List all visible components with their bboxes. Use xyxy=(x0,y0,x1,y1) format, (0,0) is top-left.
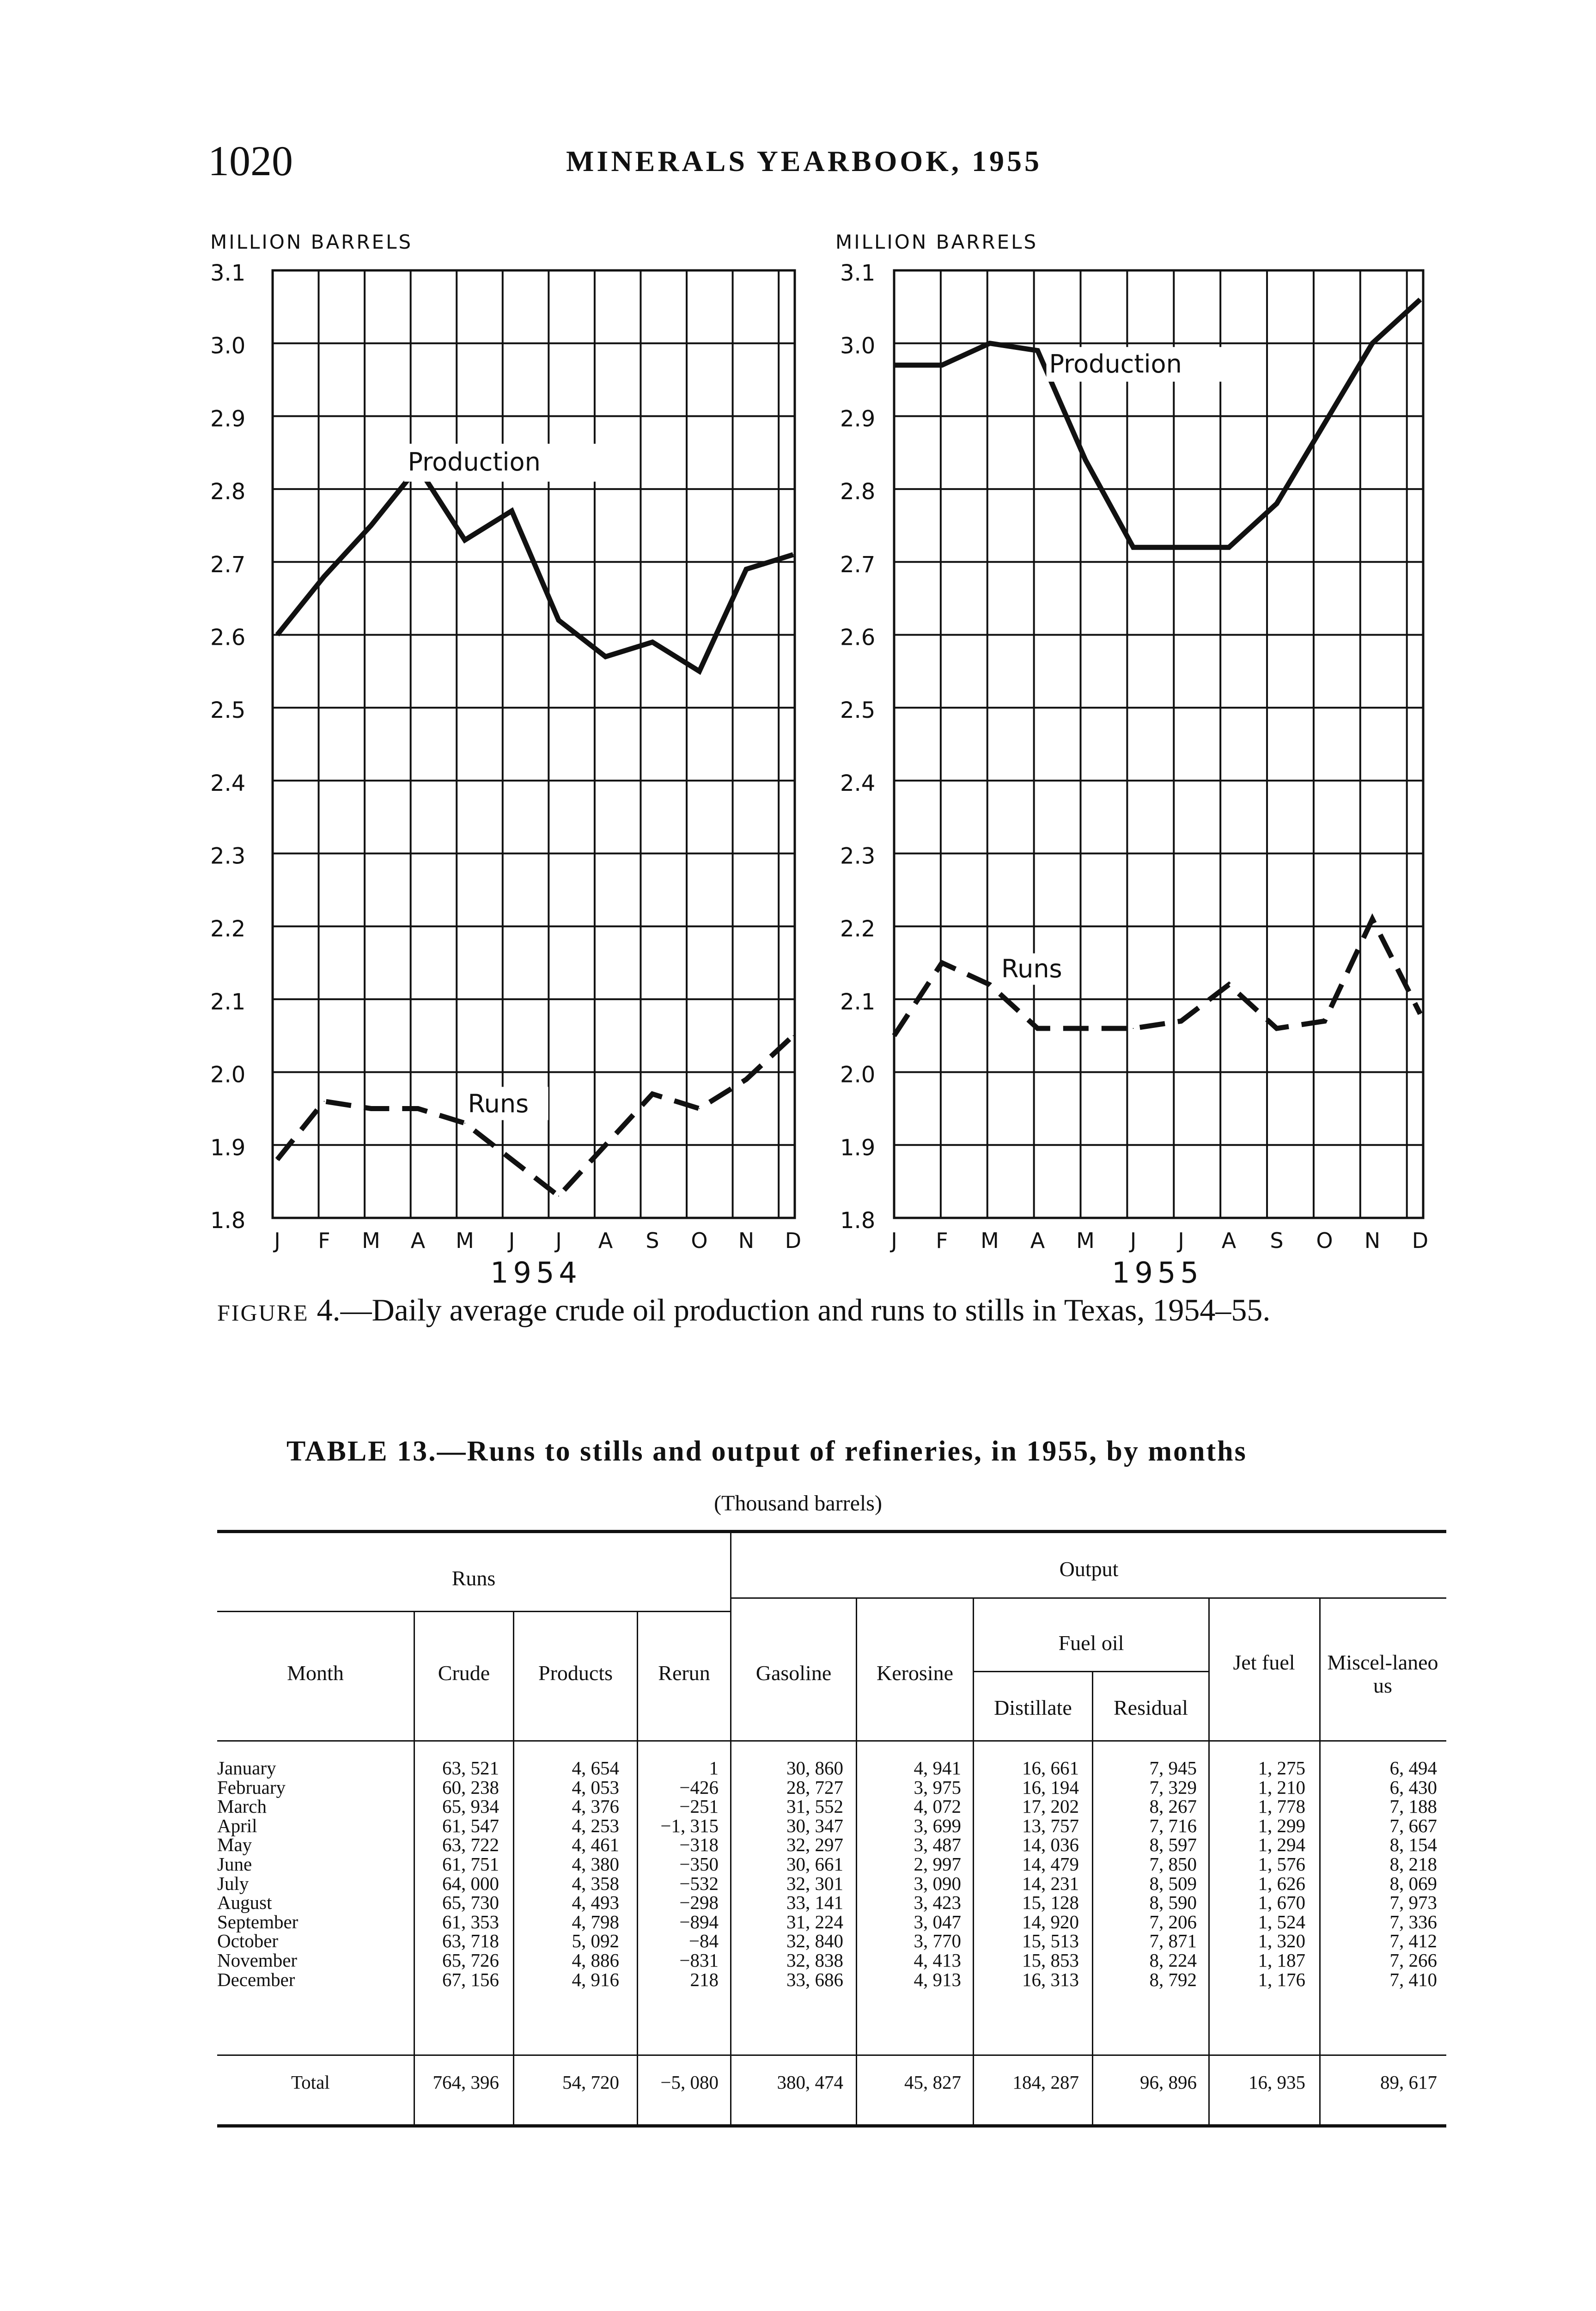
table-cell: 1, 626 xyxy=(1258,1872,1305,1894)
table-cell: 4, 358 xyxy=(572,1872,619,1894)
total-cell: 380, 474 xyxy=(777,2072,843,2093)
y-tick-label: 2.9 xyxy=(210,406,246,432)
y-tick-label: 2.6 xyxy=(210,624,246,651)
table-cell: 15, 128 xyxy=(1022,1892,1079,1914)
table-cell: 5, 092 xyxy=(572,1930,619,1952)
month-tick-label: D xyxy=(1412,1228,1429,1253)
month-tick-label: A xyxy=(410,1228,426,1253)
table-cell: 8, 154 xyxy=(1389,1834,1437,1856)
table-cell: −532 xyxy=(679,1872,719,1894)
table-cell: 61, 547 xyxy=(442,1815,499,1836)
table-cell: 1, 294 xyxy=(1258,1834,1305,1856)
table-cell: 32, 838 xyxy=(786,1950,843,1971)
month-tick-label: D xyxy=(785,1228,802,1253)
y-tick-label: 2.5 xyxy=(840,697,876,724)
month-tick-label: M xyxy=(362,1228,380,1253)
data-point xyxy=(1372,343,1373,344)
table-cell: 14, 231 xyxy=(1022,1872,1079,1894)
table-cell: 3, 487 xyxy=(914,1834,961,1856)
table-cell: 2, 997 xyxy=(914,1853,961,1875)
month-tick-label: J xyxy=(1130,1228,1137,1253)
col-header-miscellaneous: Miscel-laneous xyxy=(1327,1651,1438,1697)
table-cell: 8, 509 xyxy=(1149,1872,1197,1894)
table-cell: 14, 920 xyxy=(1022,1911,1079,1932)
data-point xyxy=(371,1108,372,1109)
table-cell: 4, 072 xyxy=(914,1796,961,1817)
table-cell: 4, 380 xyxy=(572,1853,619,1875)
col-header-jet-fuel: Jet fuel xyxy=(1233,1651,1295,1674)
table-cell: −350 xyxy=(679,1853,719,1875)
table-cell: 63, 722 xyxy=(442,1834,499,1856)
table-cell: 7, 945 xyxy=(1149,1757,1197,1779)
y-axis-unit-label: MILLION BARRELS xyxy=(210,231,413,253)
data-point xyxy=(1276,1028,1277,1029)
data-point xyxy=(746,569,747,570)
data-point xyxy=(1276,503,1277,504)
figure-caption-text: 4.—Daily average crude oil production and runs to stills in Texas, 1954–55. xyxy=(317,1292,1271,1327)
refinery-table xyxy=(217,1530,1446,2131)
data-point xyxy=(1133,1028,1134,1029)
table-cell: 14, 479 xyxy=(1022,1853,1079,1875)
table-cell: 4, 413 xyxy=(914,1950,961,1971)
col-header-products: Products xyxy=(538,1661,613,1685)
table-cell: 7, 871 xyxy=(1149,1930,1197,1952)
month-tick-label: J xyxy=(555,1228,562,1253)
table-cell: 15, 853 xyxy=(1022,1950,1079,1971)
month-cell: May xyxy=(217,1834,252,1856)
data-point xyxy=(558,620,559,621)
table-cell: 3, 047 xyxy=(914,1911,961,1932)
table-cell: 1, 524 xyxy=(1258,1911,1305,1932)
table-cell: −426 xyxy=(679,1776,719,1798)
table-cell: 1 xyxy=(709,1757,719,1779)
runs-group-rule xyxy=(217,1611,730,1612)
table-cell: 60, 238 xyxy=(442,1776,499,1798)
table-cell: 6, 494 xyxy=(1389,1757,1437,1779)
table-cell: 7, 973 xyxy=(1389,1892,1437,1914)
month-tick-label: N xyxy=(738,1228,755,1253)
table-cell: 15, 513 xyxy=(1022,1930,1079,1952)
total-cell: 54, 720 xyxy=(562,2072,619,2093)
year-label: 1954 xyxy=(490,1256,582,1290)
table-cell: 7, 206 xyxy=(1149,1911,1197,1932)
y-tick-label: 2.4 xyxy=(210,770,246,796)
table-cell: 4, 654 xyxy=(572,1757,619,1779)
table-cell: 16, 194 xyxy=(1022,1776,1079,1798)
data-point xyxy=(558,1196,559,1197)
col-header-gasoline: Gasoline xyxy=(755,1661,832,1685)
table-bottom-rule xyxy=(217,2124,1446,2128)
y-axis-unit-label: MILLION BARRELS xyxy=(835,231,1038,253)
group-fuel-oil-header: Fuel oil xyxy=(1058,1631,1124,1655)
data-point xyxy=(1085,1028,1086,1029)
data-point xyxy=(324,576,325,577)
table-cell: 4, 053 xyxy=(572,1776,619,1798)
table-cell: 7, 410 xyxy=(1389,1969,1437,1990)
table-cell: −84 xyxy=(688,1930,719,1952)
month-tick-label: M xyxy=(1076,1228,1095,1253)
month-tick-label: J xyxy=(1178,1228,1184,1253)
data-point xyxy=(464,1123,465,1124)
table-cell: 1, 320 xyxy=(1258,1930,1305,1952)
running-title: MINERALS YEARBOOK, 1955 xyxy=(566,145,1042,177)
output-group-rule xyxy=(730,1597,1446,1599)
table-cell: −251 xyxy=(679,1796,719,1817)
table-cell: 7, 266 xyxy=(1389,1950,1437,1971)
data-point xyxy=(1229,984,1230,985)
data-point xyxy=(1372,918,1373,919)
figure-caption xyxy=(217,1292,1465,1328)
month-cell: December xyxy=(217,1969,295,1990)
table-cell: 32, 301 xyxy=(786,1872,843,1894)
data-point xyxy=(699,671,700,672)
table-cell: 3, 699 xyxy=(914,1815,961,1836)
data-point xyxy=(277,1159,278,1160)
table-cell: 63, 718 xyxy=(442,1930,499,1952)
table-cell: 3, 423 xyxy=(914,1892,961,1914)
table-cell: 7, 412 xyxy=(1389,1930,1437,1952)
table-title: TABLE 13.—Runs to stills and output of refineries, in 1955, by months xyxy=(286,1436,1247,1467)
total-cell: 45, 827 xyxy=(904,2072,961,2093)
table-cell: 4, 916 xyxy=(572,1969,619,1990)
y-tick-label: 2.8 xyxy=(840,479,876,505)
table-cell: 7, 667 xyxy=(1389,1815,1437,1836)
data-point xyxy=(1324,423,1325,424)
table-cell: 4, 886 xyxy=(572,1950,619,1971)
data-point xyxy=(942,962,943,963)
table-cell: 7, 188 xyxy=(1389,1796,1437,1817)
table-cell: 28, 727 xyxy=(786,1776,843,1798)
data-point xyxy=(894,365,895,366)
y-tick-label: 3.1 xyxy=(210,260,246,286)
data-point xyxy=(605,1144,606,1145)
table-cell: −318 xyxy=(679,1834,719,1856)
y-tick-label: 3.0 xyxy=(210,333,246,359)
y-tick-label: 1.8 xyxy=(840,1208,876,1234)
table-cell: −831 xyxy=(679,1950,719,1971)
month-tick-label: N xyxy=(1364,1228,1381,1253)
col-header-kerosine: Kerosine xyxy=(876,1661,954,1685)
y-tick-label: 2.3 xyxy=(210,843,246,869)
y-tick-label: 2.6 xyxy=(840,624,876,651)
data-point xyxy=(605,656,606,657)
table-cell: 8, 267 xyxy=(1149,1796,1197,1817)
table-cell: 32, 297 xyxy=(786,1834,843,1856)
data-point xyxy=(1420,1013,1421,1014)
y-tick-label: 3.1 xyxy=(840,260,876,286)
table-cell: 30, 860 xyxy=(786,1757,843,1779)
col-header-month: Month xyxy=(287,1661,344,1685)
data-point xyxy=(942,365,943,366)
table-cell: 1, 670 xyxy=(1258,1892,1305,1914)
table-cell: −894 xyxy=(679,1911,719,1932)
total-cell: 16, 935 xyxy=(1249,2072,1305,2093)
month-cell: August xyxy=(217,1892,272,1914)
data-point xyxy=(989,343,990,344)
y-tick-label: 2.8 xyxy=(210,479,246,505)
month-cell: April xyxy=(217,1815,257,1836)
table-cell: 61, 353 xyxy=(442,1911,499,1932)
table-cell: 65, 934 xyxy=(442,1796,499,1817)
y-tick-label: 1.9 xyxy=(840,1135,876,1161)
col-header-residual: Residual xyxy=(1114,1696,1188,1719)
table-cell: 1, 778 xyxy=(1258,1796,1305,1817)
table-cell: 61, 751 xyxy=(442,1853,499,1875)
table-cell: 4, 798 xyxy=(572,1911,619,1932)
month-cell: January xyxy=(217,1757,276,1779)
data-point xyxy=(1420,299,1421,300)
table-cell: 1, 210 xyxy=(1258,1776,1305,1798)
col-header-rerun: Rerun xyxy=(658,1661,710,1685)
y-tick-label: 2.2 xyxy=(210,916,246,942)
total-rule xyxy=(217,2054,1446,2056)
table-cell: 16, 661 xyxy=(1022,1757,1079,1779)
month-tick-label: S xyxy=(1270,1228,1284,1253)
data-point xyxy=(793,554,794,555)
month-cell: July xyxy=(217,1872,249,1894)
table-cell: 63, 521 xyxy=(442,1757,499,1779)
total-label: Total xyxy=(291,2072,330,2093)
y-tick-label: 2.7 xyxy=(840,551,876,578)
data-point xyxy=(699,1108,700,1109)
table-cell: 3, 770 xyxy=(914,1930,961,1952)
month-cell: June xyxy=(217,1853,252,1875)
data-point xyxy=(989,984,990,985)
month-tick-label: A xyxy=(598,1228,613,1253)
table-cell: 4, 493 xyxy=(572,1892,619,1914)
production-series-line xyxy=(894,300,1420,547)
table-cell: −1, 315 xyxy=(660,1815,719,1836)
table-cell: 8, 224 xyxy=(1149,1950,1197,1971)
month-tick-label: F xyxy=(318,1228,330,1253)
month-cell: November xyxy=(217,1950,298,1971)
series-label-runs: Runs xyxy=(468,1089,529,1119)
table-cell: 7, 850 xyxy=(1149,1853,1197,1875)
table-cell: 3, 975 xyxy=(914,1776,961,1798)
y-tick-label: 2.1 xyxy=(840,989,876,1015)
series-label-runs: Runs xyxy=(1001,954,1062,984)
y-tick-label: 2.4 xyxy=(840,770,876,796)
table-cell: 8, 792 xyxy=(1149,1969,1197,1990)
year-label: 1955 xyxy=(1112,1256,1203,1290)
group-runs-header: Runs xyxy=(451,1566,496,1590)
table-cell: 32, 840 xyxy=(786,1930,843,1952)
total-cell: 96, 896 xyxy=(1140,2072,1197,2093)
group-output-header: Output xyxy=(1059,1557,1119,1581)
month-tick-label: F xyxy=(936,1228,948,1253)
table-cell: 8, 218 xyxy=(1389,1853,1437,1875)
production-series-line xyxy=(277,467,793,672)
table-cell: 33, 141 xyxy=(786,1892,843,1914)
month-tick-label: A xyxy=(1221,1228,1237,1253)
table-cell: 65, 730 xyxy=(442,1892,499,1914)
table-cell: 1, 299 xyxy=(1258,1815,1305,1836)
table-cell: 3, 090 xyxy=(914,1872,961,1894)
table-cell: 31, 552 xyxy=(786,1796,843,1817)
y-tick-label: 2.0 xyxy=(210,1062,246,1088)
table-cell: 8, 597 xyxy=(1149,1834,1197,1856)
month-cell: October xyxy=(217,1930,279,1952)
table-cell: 4, 461 xyxy=(572,1834,619,1856)
table-cell: 8, 590 xyxy=(1149,1892,1197,1914)
series-label-production: Production xyxy=(408,447,541,477)
data-point xyxy=(418,1108,419,1109)
month-tick-label: O xyxy=(1316,1228,1333,1253)
table-cell: 4, 913 xyxy=(914,1969,961,1990)
table-cell: 31, 224 xyxy=(786,1911,843,1932)
table-cell: 13, 757 xyxy=(1022,1815,1079,1836)
month-cell: September xyxy=(217,1911,298,1932)
table-top-rule xyxy=(217,1530,1446,1533)
data-point xyxy=(324,1101,325,1102)
table-cell: 17, 202 xyxy=(1022,1796,1079,1817)
y-tick-label: 2.1 xyxy=(210,989,246,1015)
table-cell: 1, 187 xyxy=(1258,1950,1305,1971)
runs-series-line xyxy=(894,919,1420,1035)
table-subtitle: (Thousand barrels) xyxy=(714,1491,882,1516)
total-cell: 89, 617 xyxy=(1380,2072,1437,2093)
header-bottom-rule xyxy=(217,1740,1446,1742)
table-cell: 67, 156 xyxy=(442,1969,499,1990)
table-cell: 30, 347 xyxy=(786,1815,843,1836)
month-cell: February xyxy=(217,1776,286,1798)
total-cell: −5, 080 xyxy=(660,2072,719,2093)
month-tick-label: A xyxy=(1030,1228,1045,1253)
plot-frame xyxy=(894,270,1423,1218)
y-tick-label: 2.5 xyxy=(210,697,246,724)
y-tick-label: 1.8 xyxy=(210,1208,246,1234)
month-tick-label: J xyxy=(508,1228,515,1253)
table-cell: 4, 253 xyxy=(572,1815,619,1836)
data-point xyxy=(1181,547,1182,548)
data-point xyxy=(1229,547,1230,548)
fuel-oil-rule xyxy=(973,1671,1208,1672)
y-tick-label: 1.9 xyxy=(210,1135,246,1161)
table-cell: 7, 336 xyxy=(1389,1911,1437,1932)
table-cell: 16, 313 xyxy=(1022,1969,1079,1990)
data-point xyxy=(1085,459,1086,460)
page-number: 1020 xyxy=(208,137,293,184)
y-tick-label: 2.9 xyxy=(840,406,876,432)
data-point xyxy=(793,1035,794,1036)
table-cell: 4, 376 xyxy=(572,1796,619,1817)
col-header-distillate: Distillate xyxy=(994,1696,1072,1719)
y-tick-label: 2.0 xyxy=(840,1062,876,1088)
data-point xyxy=(1037,1028,1038,1029)
data-point xyxy=(894,1035,895,1036)
table-cell: 1, 176 xyxy=(1258,1969,1305,1990)
month-cell: March xyxy=(217,1796,267,1817)
total-cell: 764, 396 xyxy=(433,2072,499,2093)
month-tick-label: O xyxy=(691,1228,708,1253)
col-header-crude: Crude xyxy=(438,1661,490,1685)
table-cell: 8, 069 xyxy=(1389,1872,1437,1894)
data-point xyxy=(277,634,278,635)
plot-frame xyxy=(273,270,795,1218)
y-tick-label: 2.3 xyxy=(840,843,876,869)
table-cell: 33, 686 xyxy=(786,1969,843,1990)
month-tick-label: M xyxy=(981,1228,999,1253)
data-point xyxy=(1133,547,1134,548)
total-cell: 184, 287 xyxy=(1012,2072,1079,2093)
table-cell: 14, 036 xyxy=(1022,1834,1079,1856)
table-cell: −298 xyxy=(679,1892,719,1914)
month-tick-label: S xyxy=(646,1228,659,1253)
table-cell: 1, 275 xyxy=(1258,1757,1305,1779)
data-point xyxy=(746,1079,747,1080)
table-cell: 64, 000 xyxy=(442,1872,499,1894)
series-label-production: Production xyxy=(1049,349,1182,379)
table-cell: 218 xyxy=(690,1969,719,1990)
table-cell: 30, 661 xyxy=(786,1853,843,1875)
data-point xyxy=(1037,350,1038,351)
table-cell: 7, 716 xyxy=(1149,1815,1197,1836)
table-cell: 4, 941 xyxy=(914,1757,961,1779)
y-tick-label: 2.7 xyxy=(210,551,246,578)
month-tick-label: M xyxy=(456,1228,474,1253)
y-tick-label: 3.0 xyxy=(840,333,876,359)
table-cell: 65, 726 xyxy=(442,1950,499,1971)
month-tick-label: J xyxy=(891,1228,897,1253)
table-cell: 1, 576 xyxy=(1258,1853,1305,1875)
table-cell: 6, 430 xyxy=(1389,1776,1437,1798)
table-cell: 7, 329 xyxy=(1149,1776,1197,1798)
y-tick-label: 2.2 xyxy=(840,916,876,942)
data-point xyxy=(371,525,372,526)
data-point xyxy=(464,539,465,540)
figure-caption-label: FIGURE xyxy=(217,1300,309,1326)
month-tick-label: J xyxy=(274,1228,280,1253)
